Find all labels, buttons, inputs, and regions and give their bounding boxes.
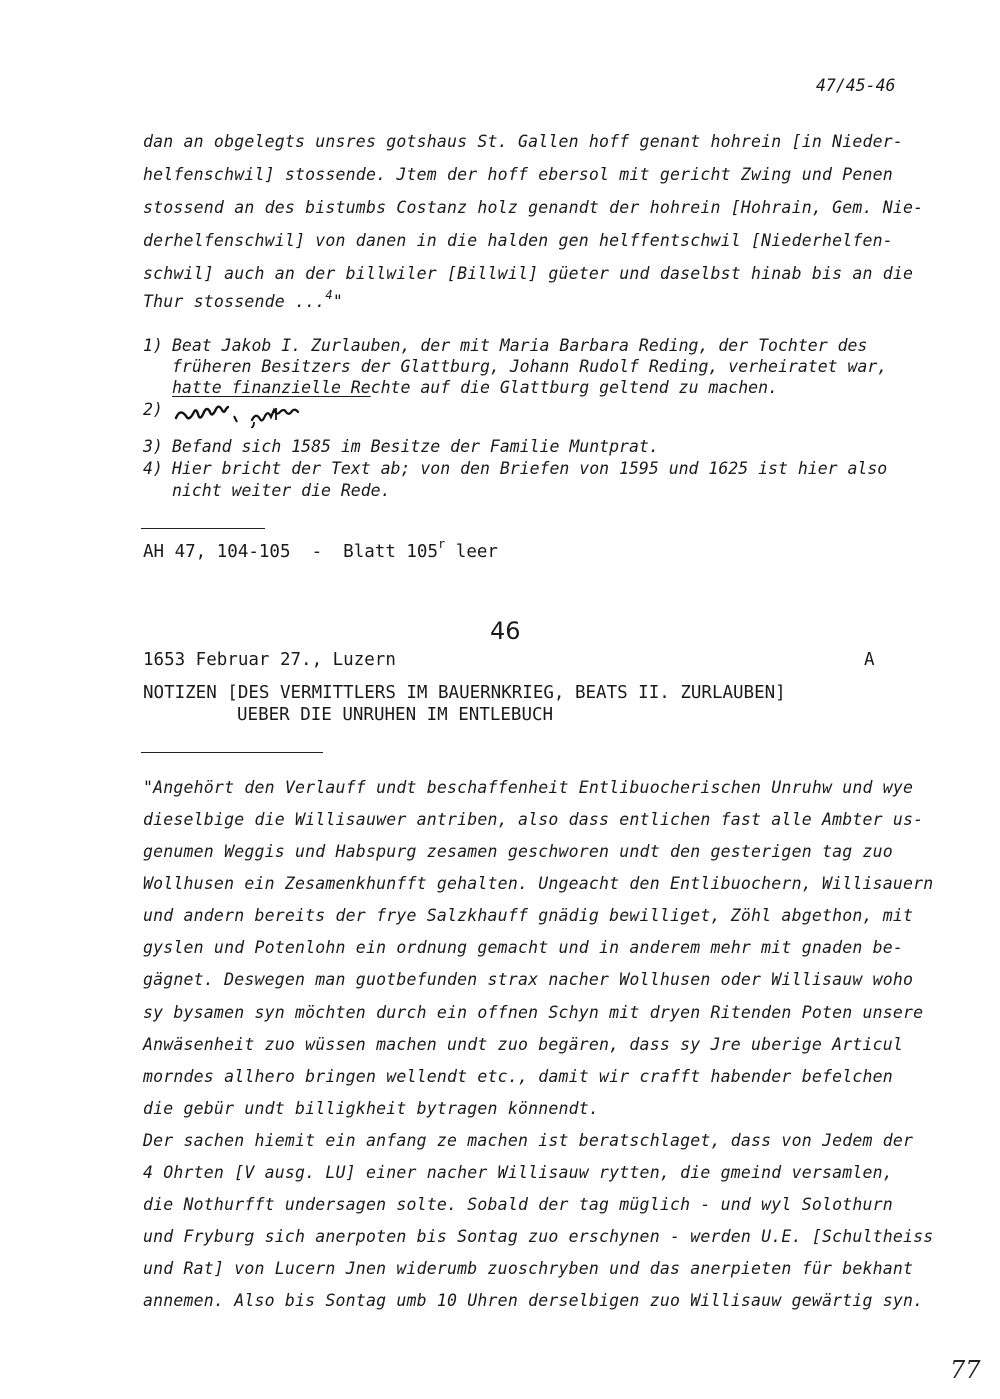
footnote-1-number: 1) xyxy=(143,336,163,355)
footnote-4-number: 4) xyxy=(143,459,163,478)
body-line: die Nothurfft undersagen solte. Sobald der tag müglich - und wyl Solothurn xyxy=(143,1195,893,1214)
handwritten-page-number: 77 xyxy=(950,1356,981,1384)
source-line xyxy=(143,537,498,562)
continuation-line: dan an obgelegts unsres gotshaus St. Gallen hoff genant hohrein [in Nieder- xyxy=(143,132,904,151)
footnote-3-number: 3) xyxy=(143,437,163,456)
handwritten-annotation xyxy=(172,402,352,428)
body-line: gägnet. Deswegen man guotbefunden strax nacher Wollhusen oder Willisauw woho xyxy=(143,970,914,989)
continuation-line: helfenschwil] stossende. Jtem der hoff ebersol mit gericht Zwing und Penen xyxy=(143,165,893,184)
body-line: morndes allhero bringen wellendt etc., damit wir crafft habender befelchen xyxy=(143,1067,893,1086)
body-line: 4 Ohrten [V ausg. LU] einer nacher Willisauw rytten, die gmeind versamlen, xyxy=(143,1163,893,1182)
body-line: gyslen und Potenlohn ein ordnung gemacht und in anderem mehr mit gnaden be- xyxy=(143,938,904,957)
continuation-line: stossend an des bistumbs Costanz holz genandt der hohrein [Hohrain, Gem. Nie- xyxy=(143,198,924,217)
footnote-1-line: früheren Besitzers der Glattburg, Johann Rudolf Reding, verheiratet war, xyxy=(172,357,888,376)
closing-quote: " xyxy=(332,292,343,311)
body-line: die gebür undt billigkheit bytragen könnendt. xyxy=(143,1099,600,1118)
footnote-4-line: Hier bricht der Text ab; von den Briefen von 1595 und 1625 ist hier also xyxy=(172,459,888,478)
divider xyxy=(141,752,323,753)
body-line: Der sachen hiemit ein anfang ze machen ist beratschlaget, dass von Jedem der xyxy=(143,1131,914,1150)
document-type: A xyxy=(864,650,875,670)
document-title-continued: UEBER DIE UNRUHEN IM ENTLEBUCH xyxy=(237,705,554,725)
footnote-2-number: 2) xyxy=(143,400,163,419)
body-line: Anwäsenheit zuo wüssen machen undt zuo begären, dass sy Jre uberige Articul xyxy=(143,1035,904,1054)
source-suffix: leer xyxy=(445,542,498,562)
source-text: AH 47, 104-105 - Blatt 105 xyxy=(143,542,439,562)
body-line: annemen. Also bis Sontag umb 10 Uhren derselbigen zuo Willisauw gewärtig syn. xyxy=(143,1291,924,1310)
body-line: und Fryburg sich anerpoten bis Sontag zuo erschynen - werden U.E. [Schultheiss xyxy=(143,1227,934,1246)
body-line: Wollhusen ein Zesamenkhunfft gehalten. Ungeacht den Entlibuochern, Willisauern xyxy=(143,874,934,893)
body-line: dieselbige die Willisauwer antriben, also dass entlichen fast alle Ambter us- xyxy=(143,810,924,829)
footnote-1-line: Beat Jakob I. Zurlauben, der mit Maria Barbara Reding, der Tochter des xyxy=(172,336,868,355)
continuation-line: schwil] auch an der billwiler [Billwil] güeter und daselbst hinab bis an die xyxy=(143,264,914,283)
body-line: "Angehört den Verlauff undt beschaffenheit Entlibuocherischen Unruhw und wye xyxy=(143,778,914,797)
body-line: sy bysamen syn möchten durch ein offnen Schyn mit dryen Ritenden Poten unsere xyxy=(143,1003,924,1022)
footnote-1-rest: chte auf die Glattburg geltend zu machen. xyxy=(370,378,778,397)
continuation-last-line xyxy=(143,287,343,312)
body-line: und andern bereits der frye Salzkhauff gnädig bewilliget, Zöhl abgethon, mit xyxy=(143,906,914,925)
document-title: NOTIZEN [DES VERMITTLERS IM BAUERNKRIEG, BEATS II. ZURLAUBEN] xyxy=(143,683,786,703)
footnote-ref-4: 4 xyxy=(325,287,333,302)
body-line: und Rat] von Lucern Jnen widerumb zuoschryben und das anerpieten für bekhant xyxy=(143,1259,914,1278)
footnote-3-text: Befand sich 1585 im Besitze der Familie Muntprat. xyxy=(172,437,659,456)
source-sup: r xyxy=(438,537,446,552)
document-number: 46 xyxy=(490,617,521,645)
footnote-1-line xyxy=(172,378,778,398)
footnote-4-line: nicht weiter die Rede. xyxy=(172,481,391,500)
divider xyxy=(141,528,265,529)
continuation-last-text: Thur stossende ... xyxy=(143,292,326,311)
footnote-1-underlined: hatte finanzielle Re xyxy=(172,378,371,397)
continuation-line: derhelfenschwil] von danen in die halden gen helffentschwil [Niederhelfen- xyxy=(143,231,893,250)
page-reference: 47/45-46 xyxy=(816,76,896,95)
body-line: genumen Weggis und Habspurg zesamen geschworen undt den gesterigen tag zuo xyxy=(143,842,893,861)
date-place: 1653 Februar 27., Luzern xyxy=(143,650,396,670)
